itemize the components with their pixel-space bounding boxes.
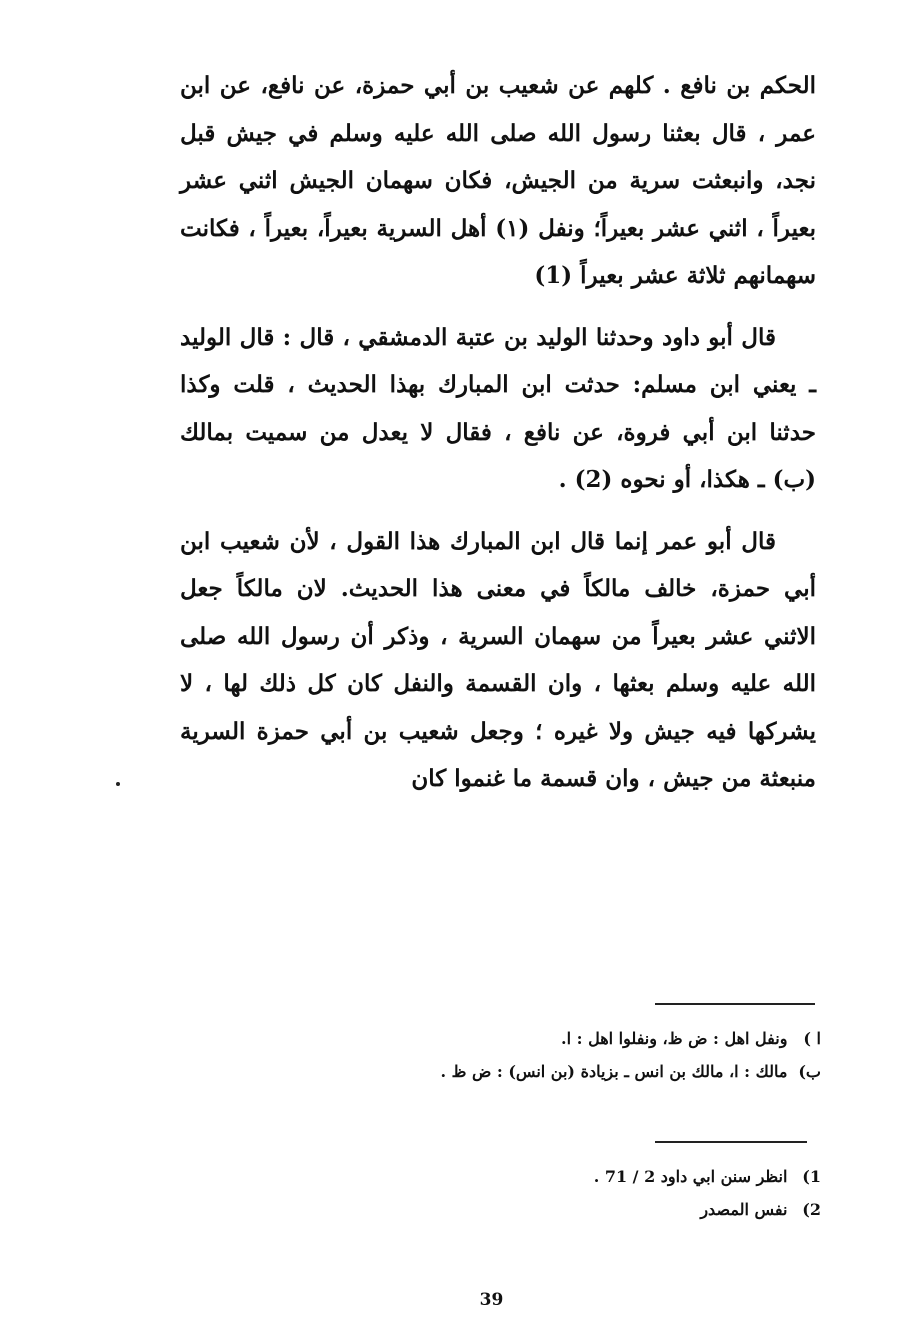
note-text: مالك : ا، مالك بن انس ـ بزيادة (بن انس) : ض ظ . [440, 1062, 788, 1081]
body-paragraph-1: الحكم بن نافع . كلهم عن شعيب بن أبي حمزة، عن نافع، عن ابن عمر ، قال بعثنا رسول الله صلى الله عليه وسلم في جيش قبل نجد، وانبعثت سرية من الجيش، فكان سهمان الجيش اثني عشر بعيراً ، اثني عشر بعيراً؛ ونفل (١) أهل السرية بعيراً، بعيراً ، فكانت سهمانهم ثلاثة عشر بعيراً (1) [180, 72, 817, 289]
variant-note-b [261, 1055, 821, 1088]
main-text-block [180, 62, 816, 803]
note-text: نفس المصدر [700, 1200, 788, 1219]
note-text: انظر سنن ابي داود 2 / 71 . [593, 1167, 788, 1186]
note-marker: 2) [802, 1200, 821, 1219]
note-marker: ب) [798, 1062, 821, 1081]
variant-note-a [261, 1022, 821, 1055]
footnote-separator-variants [655, 1003, 815, 1005]
variant-notes [261, 1022, 821, 1088]
note-marker: ا ) [803, 1029, 821, 1048]
note-marker: 1) [802, 1167, 821, 1186]
source-notes [261, 1160, 821, 1226]
note-text: ونفل اهل : ض ظ، ونفلوا اهل : ا. [561, 1029, 788, 1048]
source-note-2 [261, 1193, 821, 1226]
stray-ink-dot [116, 782, 120, 786]
body-paragraph-3: قال أبو عمر إنما قال ابن المبارك هذا القول ، لأن شعيب ابن أبي حمزة، خالف مالكاً في معنى هذا الحديث. لان مالكاً جعل الاثني عشر بعيراً من سهمان السرية ، وذكر أن رسول الله صلى الله عليه وسلم بعثها ، وان القسمة والنفل كان كل ذلك لها ، لا يشركها فيه جيش ولا غيره ؛ وجعل شعيب بن أبي حمزة السرية منبعثة من جيش ، وان قسمة ما غنموا كان [180, 527, 816, 792]
source-note-1 [261, 1160, 821, 1193]
body-paragraph-2: قال أبو داود وحدثنا الوليد بن عتبة الدمشقي ، قال : قال الوليد ـ يعني ابن مسلم: حدثت ابن المبارك بهذا الحديث ، قلت وكذا حدثنا ابن أبي فروة، عن نافع ، فقال لا يعدل من سميت بمالك (ب) ـ هكذا، أو نحوه (2) . [180, 323, 816, 493]
page-number: 39 [479, 1290, 504, 1310]
footnote-separator-sources [655, 1141, 807, 1143]
